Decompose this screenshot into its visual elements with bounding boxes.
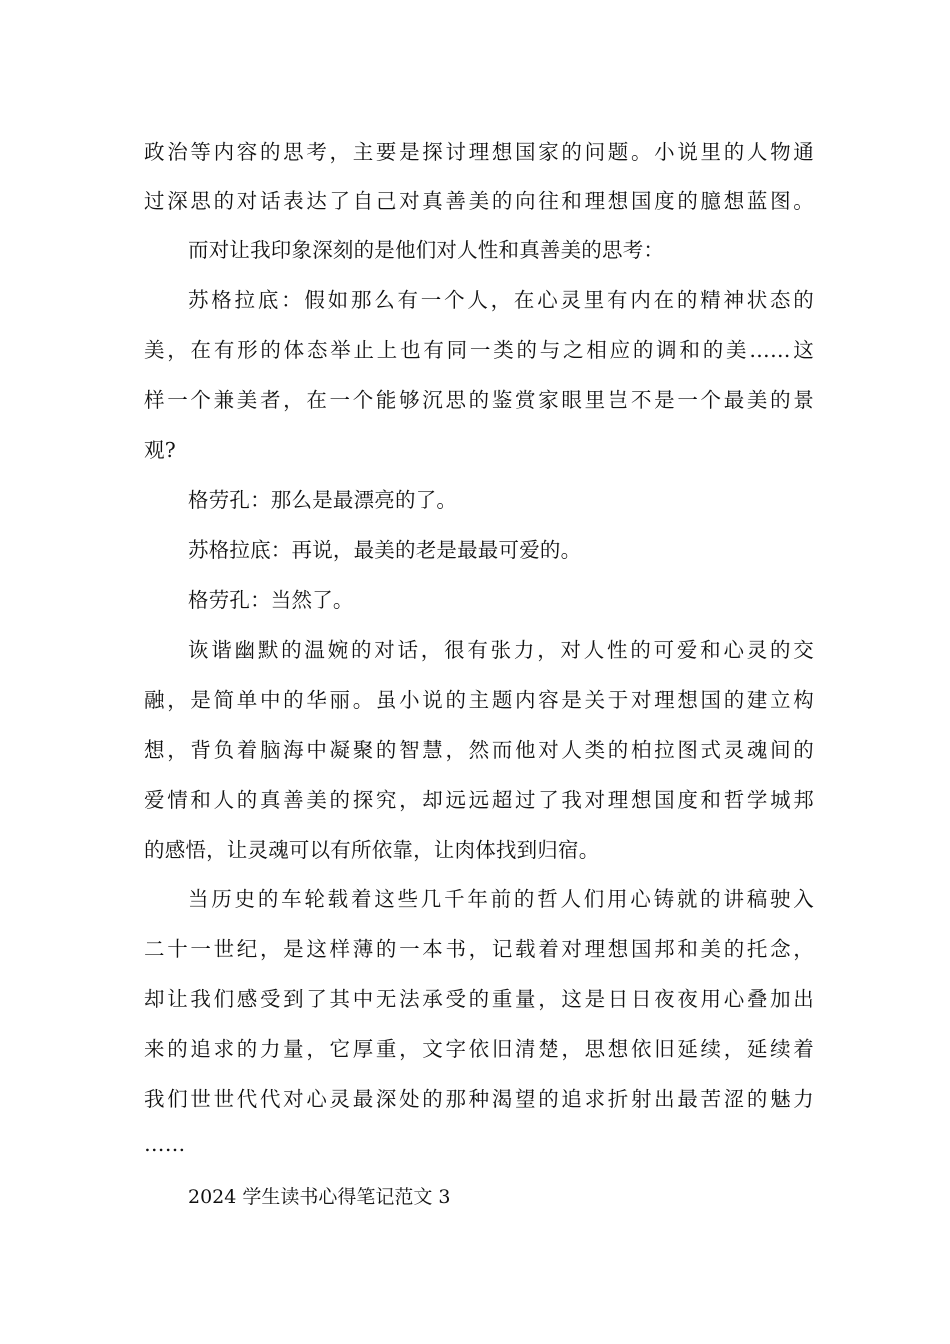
paragraph-7-line-3: 想，背负着脑海中凝聚的智慧，然而他对人类的柏拉图式灵魂间的 — [144, 738, 814, 762]
paragraph-5-line-1: 苏格拉底：再说，最美的老是最最可爱的。 — [188, 538, 582, 562]
paragraph-6-line-1: 格劳孔：当然了。 — [188, 588, 354, 612]
paragraph-3-line-3: 样一个兼美者，在一个能够沉思的鉴赏家眼里岂不是一个最美的景 — [144, 388, 814, 412]
paragraph-8-line-3: 却让我们感受到了其中无法承受的重量，这是日日夜夜用心叠加出 — [144, 987, 814, 1011]
paragraph-4-line-1: 格劳孔：那么是最漂亮的了。 — [188, 488, 458, 512]
paragraph-1-line-1: 政治等内容的思考，主要是探讨理想国家的问题。小说里的人物通 — [144, 140, 814, 164]
section-heading: 2024 学生读书心得笔记范文 3 — [188, 1186, 451, 1208]
paragraph-8-line-6: …… — [144, 1132, 186, 1156]
paragraph-3-line-4: 观? — [144, 438, 176, 462]
paragraph-8-line-1: 当历史的车轮载着这些几千年前的哲人们用心铸就的讲稿驶入 — [188, 887, 814, 911]
paragraph-8-line-2: 二十一世纪，是这样薄的一本书，记载着对理想国邦和美的托念， — [144, 937, 814, 961]
paragraph-7-line-2: 融，是简单中的华丽。虽小说的主题内容是关于对理想国的建立构 — [144, 688, 814, 712]
paragraph-7-line-1: 诙谐幽默的温婉的对话，很有张力，对人性的可爱和心灵的交 — [188, 638, 814, 662]
paragraph-1-line-2: 过深思的对话表达了自己对真善美的向往和理想国度的臆想蓝图。 — [144, 189, 814, 213]
paragraph-8-line-4: 来的追求的力量，它厚重，文字依旧清楚，思想依旧延续，延续着 — [144, 1037, 814, 1061]
paragraph-3-line-2: 美，在有形的体态举止上也有同一类的与之相应的调和的美……这 — [144, 338, 814, 362]
paragraph-3-line-1: 苏格拉底：假如那么有一个人，在心灵里有内在的精神状态的 — [188, 288, 814, 312]
paragraph-2-line-1: 而对让我印象深刻的是他们对人性和真善美的思考： — [188, 238, 665, 262]
paragraph-7-line-4: 爱情和人的真善美的探究，却远远超过了我对理想国度和哲学城邦 — [144, 788, 814, 812]
paragraph-8-line-5: 我们世世代代对心灵最深处的那种渴望的追求折射出最苦涩的魅力 — [144, 1087, 814, 1111]
paragraph-7-line-5: 的感悟，让灵魂可以有所依靠，让肉体找到归宿。 — [144, 838, 600, 862]
